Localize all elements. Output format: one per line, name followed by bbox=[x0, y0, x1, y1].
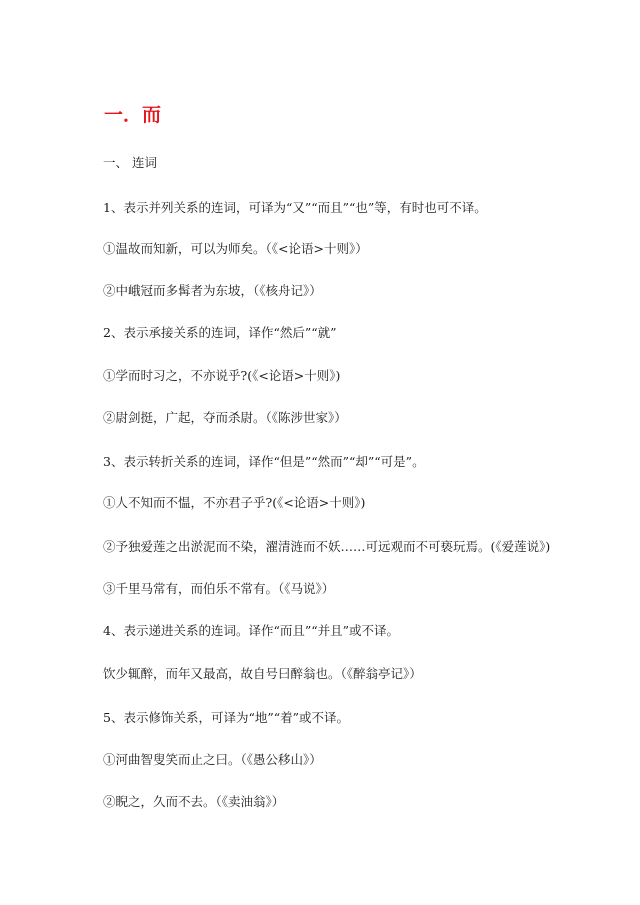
rule-line: 4、表示递进关系的连词。译作“而且”“并且”或不译。 bbox=[103, 623, 400, 638]
example-line: ①人不知而不愠，不亦君子乎?(《<论语>十则》) bbox=[103, 495, 366, 510]
example-line: ③千里马常有，而伯乐不常有。（《马说》） bbox=[103, 581, 335, 596]
example-line: ②尉剑挺，广起，夺而杀尉。（《陈涉世家》） bbox=[103, 410, 347, 425]
rule-line: 5、表示修饰关系，可译为“地”“着”或不译。 bbox=[103, 710, 350, 725]
rule-line: 1、表示并列关系的连词，可译为“又”“而且”“也”等，有时也可不译。 bbox=[103, 200, 487, 215]
example-line: 饮少辄醉，而年又最高，故自号曰醉翁也。（《醉翁亭记》） bbox=[103, 666, 422, 681]
rule-line: 2、表示承接关系的连词，译作“然后”“就” bbox=[103, 325, 337, 340]
example-line: ①河曲智叟笑而止之曰。（《愚公移山》） bbox=[103, 752, 322, 767]
section-heading: 一．而 bbox=[104, 104, 162, 126]
example-line: ①学而时习之，不亦说乎?(《<论语>十则》) bbox=[103, 368, 341, 383]
subsection-title: 一、 连词 bbox=[103, 155, 157, 170]
example-line: ②睨之，久而不去。（《卖油翁》） bbox=[103, 794, 285, 809]
example-line: ②予独爱莲之出淤泥而不染，濯清涟而不妖……可远观而不可亵玩焉。(《爱莲说》) bbox=[103, 539, 551, 554]
rule-line: 3、表示转折关系的连词，译作“但是”“然而”“却”“可是”。 bbox=[103, 454, 425, 469]
example-line: ②中峨冠而多髯者为东坡，（《核舟记》） bbox=[103, 283, 322, 298]
example-line: ①温故而知新，可以为师矣。（《<论语>十则》） bbox=[103, 241, 368, 256]
